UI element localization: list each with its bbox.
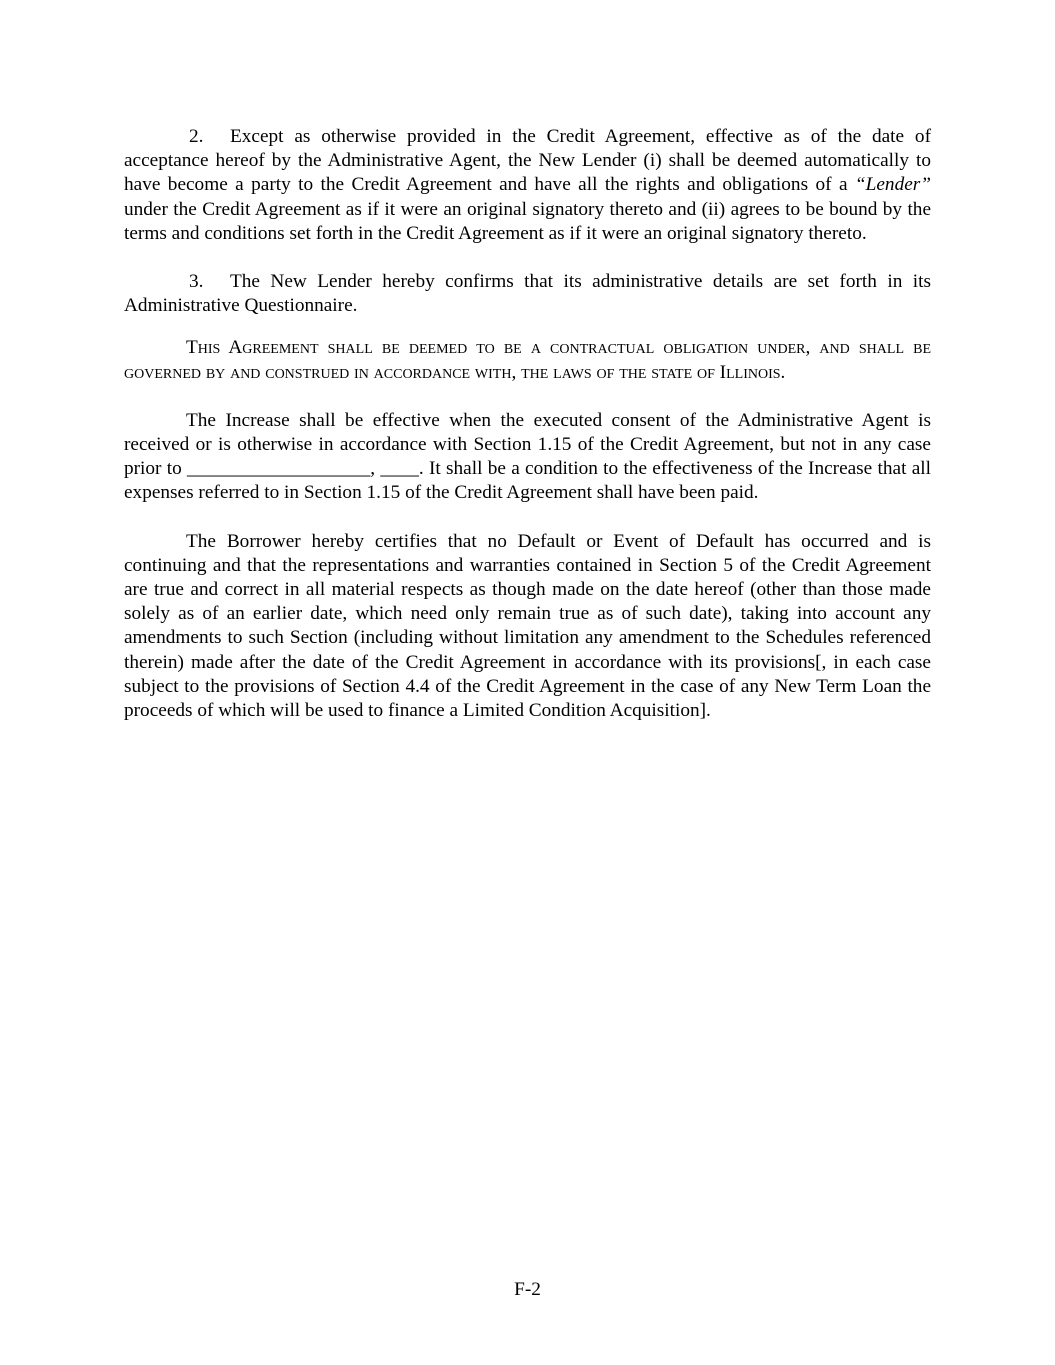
lender-defined-term: “Lender” bbox=[854, 174, 931, 196]
paragraph-3-number: 3. bbox=[189, 271, 204, 293]
page-number: F-2 bbox=[514, 1279, 541, 1300]
paragraph-2-text-start: Except as otherwise provided in the Credit Agreement, effective as of the date of acceptance hereof by the Administrative Agent, the New Lender (i) shall be deemed automatically to have become a party to the Credit Agreement and have all the rights and obligations of a bbox=[124, 126, 931, 196]
borrower-certification-text: The Borrower hereby certifies that no Default or Event of Default has occurred and is continuing and that the representations and warranties contained in Section 5 of the Credit Agreement are true and correct in all material respects as though made on the date hereof (other than those made solely as of an earlier date, which need only remain true as of such date), taking into account any amendments to such Section (including without limitation any amendment to the Schedules referenced therein) made after the date of the Credit Agreement in accordance with its provisions[, in each case subject to the provisions of Section 4.4 of the Credit Agreement in the case of any New Term Loan the proceeds of which will be used to finance a Limited Condition Acquisition]. bbox=[124, 530, 931, 722]
paragraph-3 bbox=[124, 270, 931, 318]
governing-law-paragraph bbox=[124, 336, 931, 384]
paragraph-2-text-end: under the Credit Agreement as if it were an original signatory thereto and (ii) agrees to be bound by the terms and conditions set forth in the Credit Agreement as if it were an original signatory thereto. bbox=[124, 198, 931, 244]
increase-effective-paragraph bbox=[124, 409, 931, 506]
paragraph-2-number: 2. bbox=[189, 126, 204, 147]
document-body bbox=[124, 125, 931, 723]
borrower-certification-paragraph bbox=[124, 530, 931, 724]
increase-effective-text: The Increase shall be effective when the executed consent of the Administrative Agent is received or is otherwise in accordance with Section 1.15 of the Credit Agreement, but not in any case prior to ___________________, ____. It shall be a condition to the effectiveness of the Increase that all expenses referred to in Section 1.15 of the Credit Agreement shall have been paid. bbox=[124, 409, 931, 504]
paragraph-3-text: The New Lender hereby confirms that its administrative details are set forth in its Administrative Questionnaire. bbox=[124, 271, 931, 317]
governing-law-text: This Agreement shall be deemed to be a contractual obligation under, and shall be governed by and construed in accordance with, the laws of the state of Illinois. bbox=[124, 337, 931, 383]
paragraph-2 bbox=[124, 125, 931, 246]
